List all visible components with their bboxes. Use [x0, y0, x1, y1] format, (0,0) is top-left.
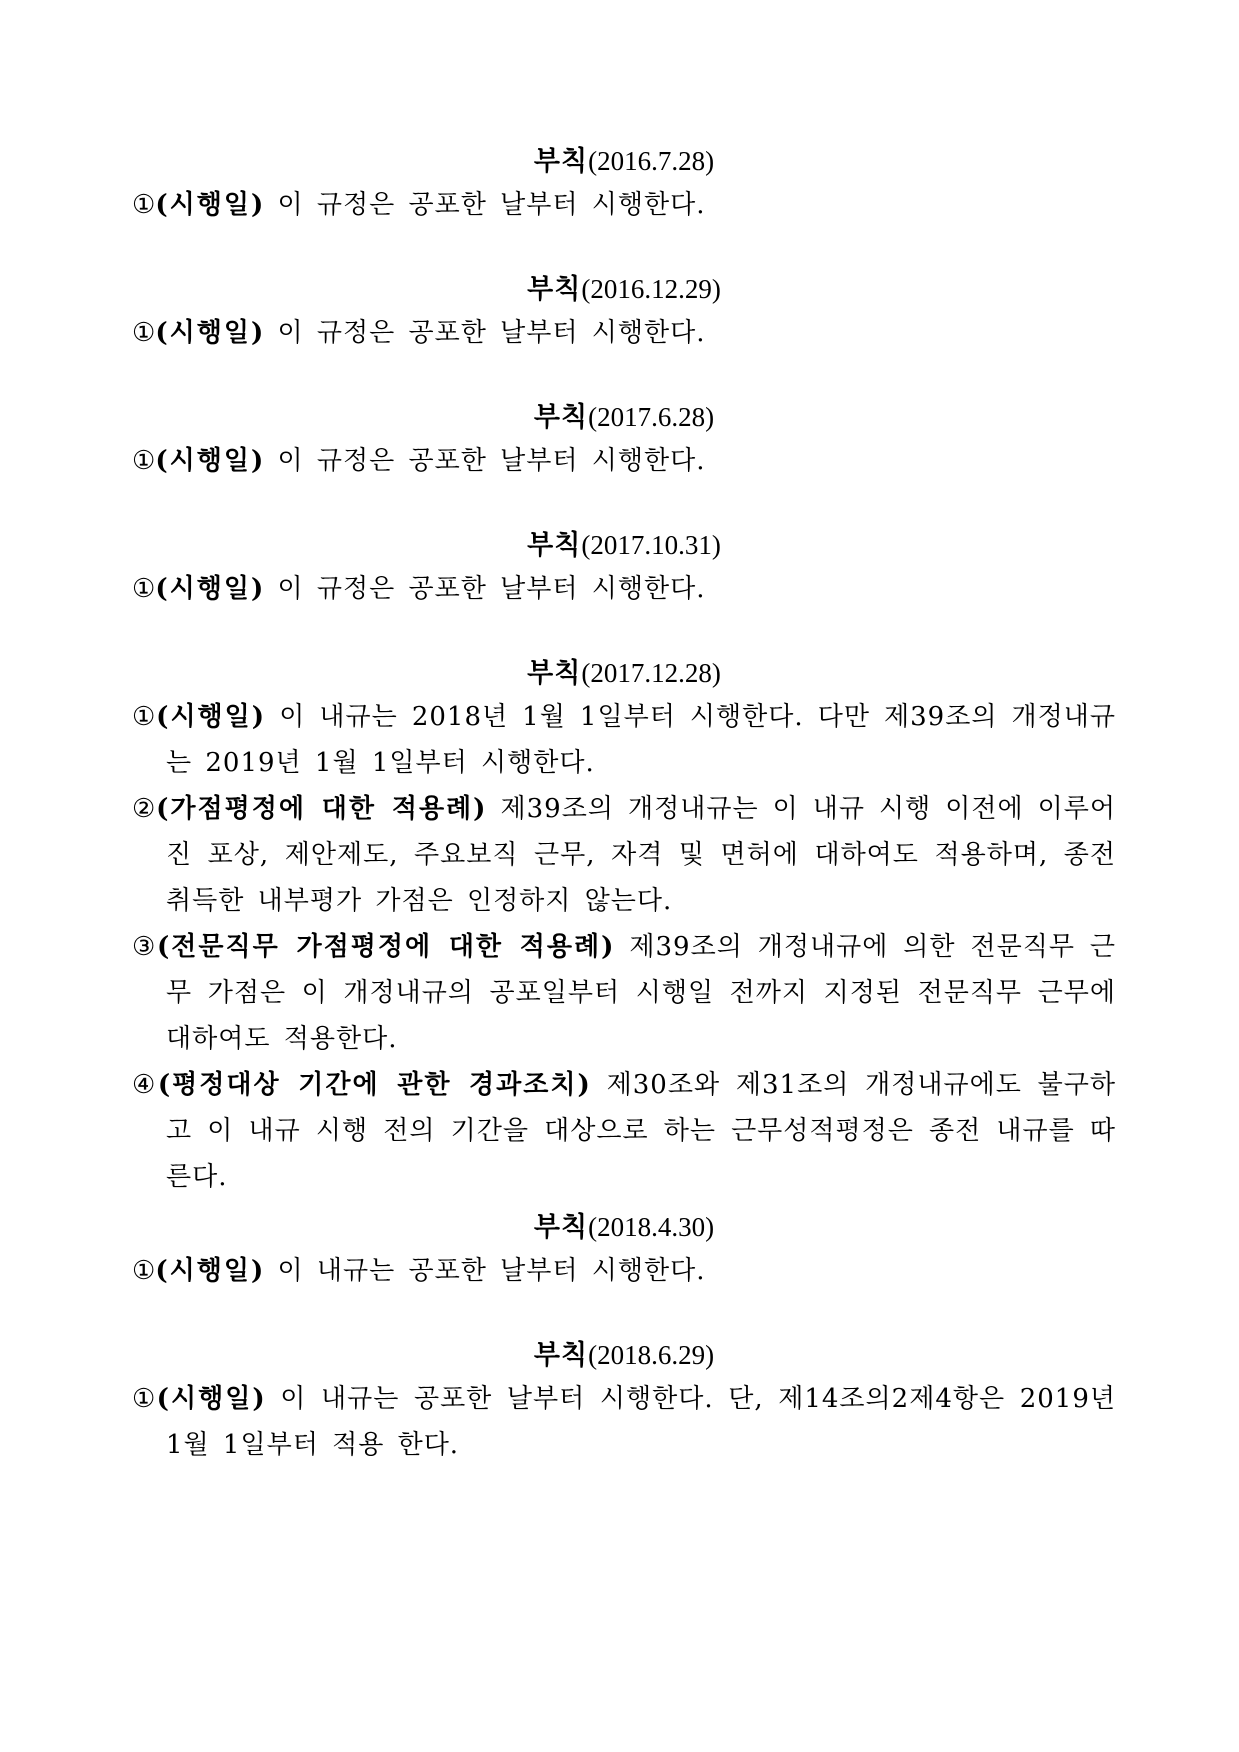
addendum-date: (2017.6.28)	[588, 402, 715, 432]
item-number: ①	[132, 190, 156, 220]
item-number: ④	[132, 1070, 158, 1100]
item-number: ①	[132, 1256, 156, 1286]
addendum-2017-12-28	[132, 652, 1116, 1200]
addendum-item	[132, 566, 1116, 612]
item-number: ①	[132, 446, 156, 476]
item-body: 이 규정은 공포한 날부터 시행한다.	[277, 318, 706, 348]
addendum-item	[132, 182, 1116, 228]
item-body: 이 규정은 공포한 날부터 시행한다.	[277, 574, 706, 604]
addendum-item	[132, 924, 1116, 1062]
document-page	[132, 140, 1116, 1468]
item-number: ①	[132, 702, 157, 732]
addendum-keyword: 부칙	[527, 530, 582, 561]
addendum-date: (2018.4.30)	[588, 1212, 715, 1242]
addendum-date: (2016.7.28)	[588, 146, 715, 176]
item-number: ①	[132, 1384, 157, 1414]
addendum-keyword: 부칙	[533, 1340, 589, 1371]
addendum-2016-12-29	[132, 268, 1116, 356]
addendum-item	[132, 786, 1116, 924]
addendum-title	[132, 1334, 1116, 1376]
item-body: 이 규정은 공포한 날부터 시행한다.	[277, 190, 706, 220]
addendum-item	[132, 310, 1116, 356]
item-number: ③	[132, 932, 157, 962]
addendum-2018-06-29	[132, 1334, 1116, 1468]
addendum-title	[132, 268, 1116, 310]
addendum-item	[132, 438, 1116, 484]
addendum-2017-10-31	[132, 524, 1116, 612]
item-body: 이 내규는 공포한 날부터 시행한다. 단, 제14조의2제4항은 2019년 1월 1일부터 적용 한다.	[166, 1384, 1116, 1460]
addendum-keyword: 부칙	[533, 402, 589, 433]
addendum-item	[132, 1248, 1116, 1294]
item-heading: (시행일)	[155, 1256, 266, 1286]
addendum-item	[132, 1062, 1116, 1200]
item-heading: (가점평정에 대한 적용례)	[156, 794, 488, 824]
addendum-date: (2017.10.31)	[581, 530, 721, 560]
item-body: 이 규정은 공포한 날부터 시행한다.	[277, 446, 706, 476]
addendum-keyword: 부칙	[533, 146, 589, 177]
addendum-date: (2017.12.28)	[581, 658, 721, 688]
item-heading: (평정대상 기간에 관한 경과조치)	[157, 1070, 592, 1100]
item-body: 이 내규는 2018년 1월 1일부터 시행한다. 다만 제39조의 개정내규는 2019년 1월 1일부터 시행한다.	[166, 702, 1117, 778]
item-body: 제39조의 개정내규에 의한 전문직무 근무 가점은 이 개정내규의 공포일부터 시행일 전까지 지정된 전문직무 근무에 대하여도 적용한다.	[166, 932, 1117, 1054]
addendum-item	[132, 1376, 1116, 1468]
item-number: ②	[132, 794, 157, 824]
addendum-title	[132, 652, 1116, 694]
addendum-title	[132, 524, 1116, 566]
item-heading: (시행일)	[155, 190, 266, 220]
item-heading: (시행일)	[155, 318, 266, 348]
item-heading: (시행일)	[156, 1384, 267, 1414]
item-heading: (시행일)	[155, 574, 266, 604]
item-body: 제30조와 제31조의 개정내규에도 불구하고 이 내규 시행 전의 기간을 대상으로 하는 근무성적평정은 종전 내규를 따른다.	[166, 1070, 1117, 1192]
addendum-title	[132, 1206, 1116, 1248]
item-heading: (시행일)	[156, 702, 267, 732]
addendum-2017-06-28	[132, 396, 1116, 484]
addendum-item	[132, 694, 1116, 786]
item-body: 이 내규는 공포한 날부터 시행한다.	[277, 1256, 706, 1286]
addendum-date: (2016.12.29)	[581, 274, 721, 304]
item-heading: (시행일)	[155, 446, 266, 476]
item-heading: (전문직무 가점평정에 대한 적용례)	[157, 932, 616, 962]
addendum-date: (2018.6.29)	[588, 1340, 715, 1370]
addendum-2016-07-28	[132, 140, 1116, 228]
addendum-keyword: 부칙	[527, 658, 582, 689]
addendum-title	[132, 140, 1116, 182]
addendum-keyword: 부칙	[533, 1212, 589, 1243]
addendum-2018-04-30	[132, 1206, 1116, 1294]
item-body: 제39조의 개정내규는 이 내규 시행 이전에 이루어진 포상, 제안제도, 주요보직 근무, 자격 및 면허에 대하여도 적용하며, 종전 취득한 내부평가 가점은 인정하지 않는다.	[166, 794, 1116, 916]
item-number: ①	[132, 318, 156, 348]
addendum-keyword: 부칙	[527, 274, 582, 305]
item-number: ①	[132, 574, 156, 604]
addendum-title	[132, 396, 1116, 438]
